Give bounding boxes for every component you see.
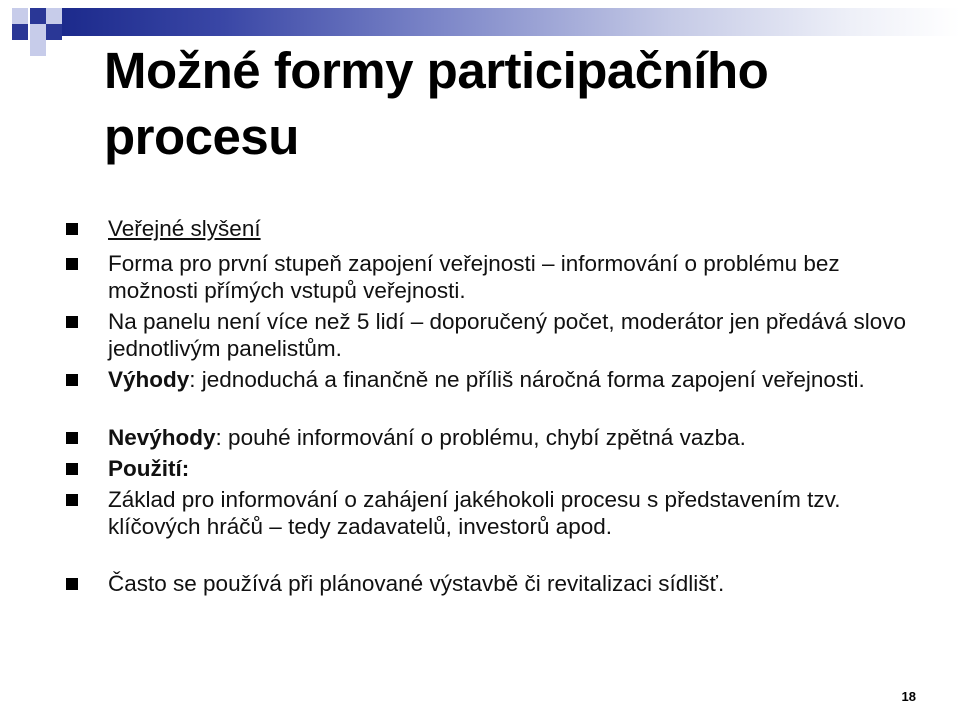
bullet-item [108,424,918,451]
bullet-item [108,570,918,597]
bullet-item [108,308,918,362]
bullet-item [108,486,918,540]
square-bullet-icon [66,578,78,590]
bullet-text: Na panelu není více než 5 lidí – doporučený počet, moderátor jen předává slovo jednotlivým panelistům. [108,309,907,361]
bullet-text: : pouhé informování o problému, chybí zpětná vazba. [215,425,746,450]
slide-title: Možné formy participačního procesu [104,42,769,165]
bullet-heading: Použití: [108,456,190,481]
page-number: 18 [901,689,916,704]
bullet-item [108,215,918,242]
bullet-text: : jednoduchá a finančně ne příliš náročná forma zapojení veřejnosti. [189,367,865,392]
bullet-item [108,250,918,304]
square-bullet-icon [66,223,78,235]
bullet-item [108,455,918,482]
square-bullet-icon [66,463,78,475]
square-bullet-icon [66,316,78,328]
bullet-heading: Veřejné slyšení [108,216,261,241]
bullet-text: Forma pro první stupeň zapojení veřejnosti – informování o problému bez možnosti přímých vstupů veřejnosti. [108,251,840,303]
bullet-text: Často se používá při plánované výstavbě či revitalizaci sídlišť. [108,571,725,596]
bullet-item [108,366,918,393]
square-bullet-icon [66,494,78,506]
square-bullet-icon [66,258,78,270]
bullet-heading: Výhody [108,367,190,392]
square-bullet-icon [66,374,78,386]
square-bullet-icon [66,432,78,444]
bullet-text: Základ pro informování o zahájení jakéhokoli procesu s představením tzv. klíčových hráčů – tedy zadavatelů, investorů apod. [108,487,841,539]
bullet-heading: Nevýhody [108,425,216,450]
